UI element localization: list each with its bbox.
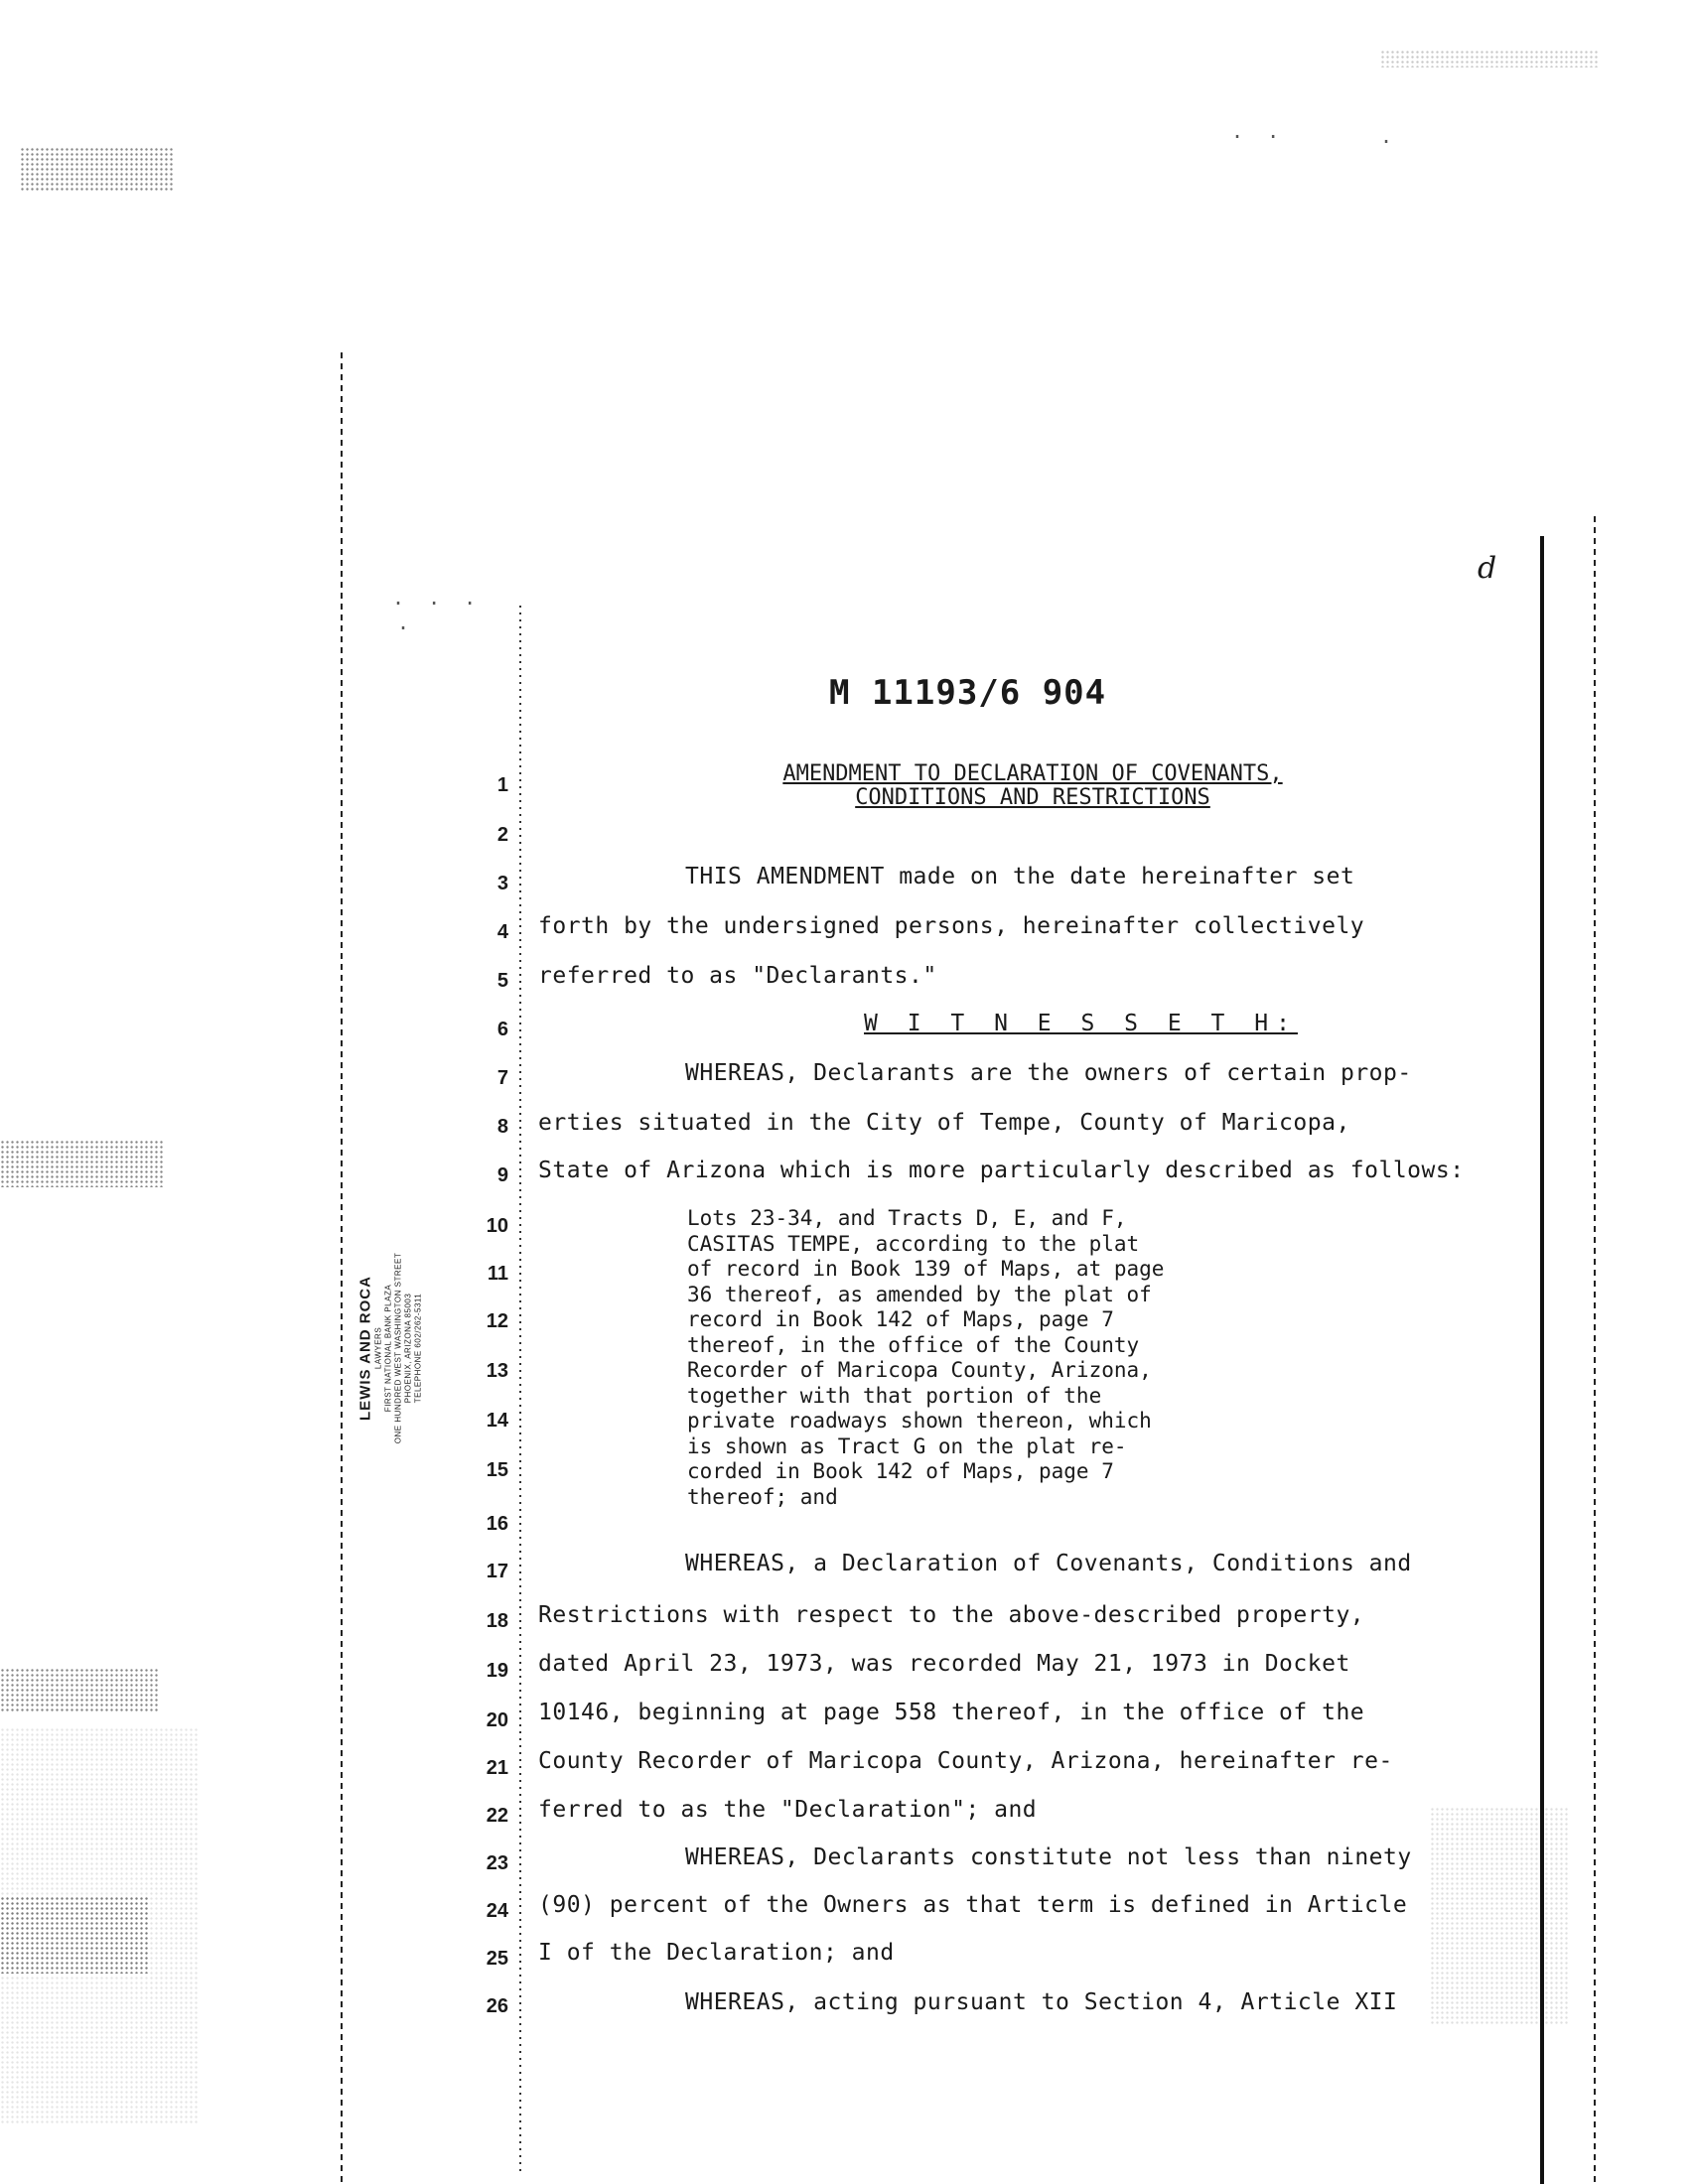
- line-number: 16: [486, 1513, 508, 1535]
- line-number: 1: [496, 774, 508, 796]
- line-number: 13: [486, 1360, 508, 1382]
- legal-description-line: thereof; and: [687, 1484, 838, 1509]
- line-number-rule: [519, 606, 521, 2174]
- line-number: 25: [486, 1948, 508, 1970]
- line-number: 15: [486, 1459, 508, 1481]
- scan-noise-top-left: [20, 147, 174, 191]
- line-number: 23: [486, 1852, 508, 1874]
- legal-description-line: record in Book 142 of Maps, page 7: [687, 1307, 1114, 1331]
- body-line-3: THIS AMENDMENT made on the date hereinafter set: [685, 864, 1355, 889]
- speck: .: [397, 611, 416, 634]
- speck: . . .: [392, 586, 483, 610]
- line-number: 22: [486, 1805, 508, 1827]
- body-line-19: dated April 23, 1973, was recorded May 21, 1973 in Docket: [538, 1651, 1350, 1677]
- title-line-2: CONDITIONS AND RESTRICTIONS: [855, 785, 1210, 810]
- body-line-21: County Recorder of Maricopa County, Arizona, hereinafter re-: [538, 1748, 1393, 1774]
- law-firm-phone: TELEPHONE 602/262-5311: [413, 1293, 422, 1404]
- right-edge-rule: [1594, 516, 1596, 2184]
- speck: .: [1380, 124, 1399, 148]
- line-number: 3: [496, 873, 508, 894]
- speck: . .: [1231, 119, 1286, 143]
- scan-noise-left-lower: [0, 1668, 159, 1713]
- legal-description-line: corded in Book 142 of Maps, page 7: [687, 1459, 1114, 1483]
- line-number: 6: [496, 1019, 508, 1040]
- legal-description-line: private roadways shown thereon, which: [687, 1409, 1152, 1433]
- body-line-7: WHEREAS, Declarants are the owners of certain prop-: [685, 1060, 1412, 1086]
- body-line-4: forth by the undersigned persons, hereinafter collectively: [538, 913, 1365, 939]
- law-firm-name: LEWIS AND ROCA: [356, 1276, 373, 1421]
- line-number: 19: [486, 1660, 508, 1682]
- law-firm-stamp: [348, 1234, 432, 1462]
- document-title: [725, 762, 1341, 810]
- legal-description-line: of record in Book 139 of Maps, at page: [687, 1257, 1165, 1281]
- scan-noise-left-mid: [0, 1140, 164, 1187]
- law-firm-line: LAWYERS: [373, 1326, 382, 1370]
- legal-description-line: thereof, in the office of the County: [687, 1332, 1140, 1357]
- document-number: M 11193/6 904: [829, 673, 1107, 713]
- body-line-18: Restrictions with respect to the above-described property,: [538, 1602, 1365, 1628]
- line-number: 5: [496, 970, 508, 992]
- body-line-22: ferred to as the "Declaration"; and: [538, 1797, 1038, 1823]
- line-number: 14: [486, 1410, 508, 1432]
- law-firm-address: ONE HUNDRED WEST WASHINGTON STREET: [393, 1252, 402, 1444]
- legal-description-line: Recorder of Maricopa County, Arizona,: [687, 1358, 1152, 1382]
- line-number: 20: [486, 1709, 508, 1731]
- line-number: 21: [486, 1757, 508, 1779]
- line-number: 11: [487, 1263, 508, 1285]
- body-line-25: I of the Declaration; and: [538, 1940, 895, 1966]
- body-line-5: referred to as "Declarants.": [538, 963, 937, 989]
- legal-description-line: Lots 23-34, and Tracts D, E, and F,: [687, 1206, 1127, 1230]
- body-line-17: WHEREAS, a Declaration of Covenants, Conditions and: [685, 1551, 1412, 1576]
- law-firm-address: FIRST NATIONAL BANK PLAZA: [383, 1284, 392, 1413]
- law-firm-stamp-text: [356, 1253, 423, 1443]
- line-number: 9: [496, 1164, 508, 1186]
- line-number: 4: [496, 921, 508, 943]
- title-line-1: AMENDMENT TO DECLARATION OF COVENANTS,: [782, 761, 1283, 786]
- line-number: 7: [496, 1067, 508, 1089]
- body-line-24: (90) percent of the Owners as that term is defined in Article: [538, 1892, 1408, 1918]
- legal-description-line: is shown as Tract G on the plat re-: [687, 1433, 1127, 1458]
- scan-noise-top-right: [1380, 50, 1599, 68]
- legal-description-block: [687, 1206, 1164, 1510]
- body-line-8: erties situated in the City of Tempe, County of Maricopa,: [538, 1110, 1350, 1136]
- witnesseth-heading: W I T N E S S E T H:: [864, 1011, 1298, 1036]
- legal-description-line: CASITAS TEMPE, according to the plat: [687, 1231, 1140, 1256]
- legal-description-line: 36 thereof, as amended by the plat of: [687, 1282, 1152, 1306]
- line-number: 12: [486, 1310, 508, 1332]
- scan-noise-left-gray: [0, 1727, 199, 2124]
- legal-description-line: together with that portion of the: [687, 1383, 1102, 1408]
- margin-handwritten-mark: d: [1478, 551, 1497, 586]
- left-border-rule: [341, 352, 343, 2184]
- line-number: 8: [496, 1116, 508, 1138]
- line-number: 10: [486, 1215, 508, 1237]
- body-line-9: State of Arizona which is more particularly described as follows:: [538, 1158, 1465, 1183]
- line-number: 18: [486, 1610, 508, 1632]
- body-line-23: WHEREAS, Declarants constitute not less than ninety: [685, 1844, 1412, 1870]
- line-number: 26: [486, 1995, 508, 2017]
- body-line-20: 10146, beginning at page 558 thereof, in the office of the: [538, 1700, 1365, 1725]
- right-margin-rule: [1540, 536, 1544, 2184]
- law-firm-address: PHOENIX, ARIZONA 85003: [403, 1293, 412, 1404]
- line-number: 17: [486, 1561, 508, 1582]
- scan-noise-right-bottom: [1430, 1807, 1569, 2025]
- body-line-26: WHEREAS, acting pursuant to Section 4, Article XII: [685, 1989, 1398, 2015]
- line-number: 2: [496, 824, 508, 846]
- line-number: 24: [486, 1900, 508, 1922]
